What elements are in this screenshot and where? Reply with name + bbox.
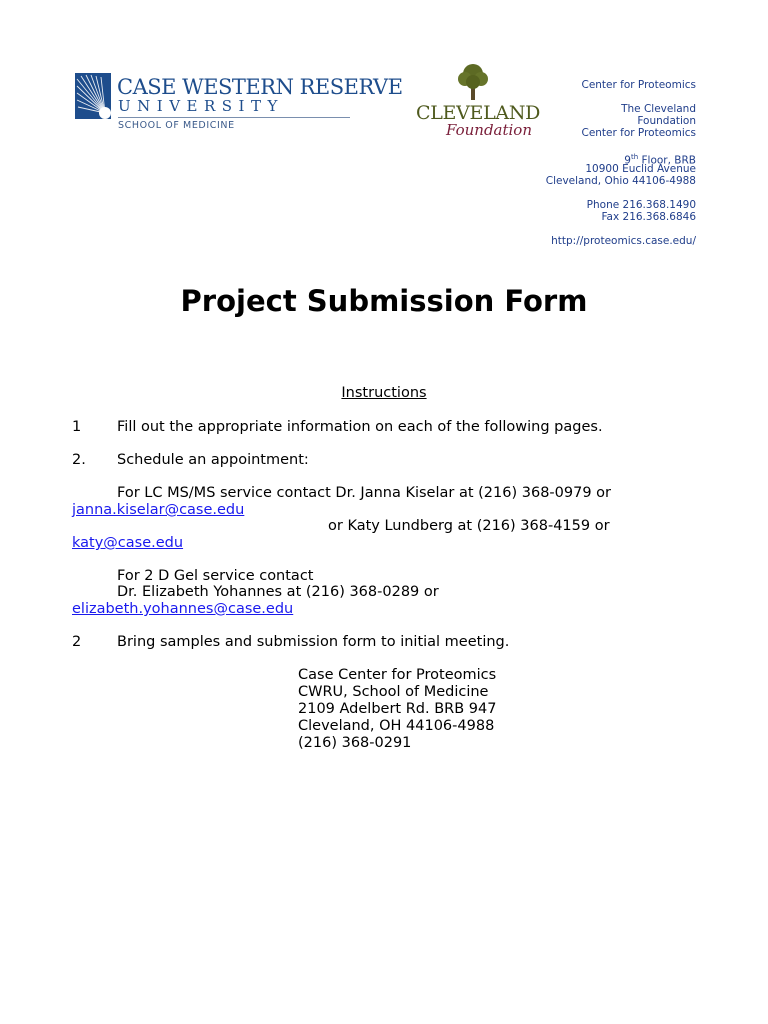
contact-name: Case Center for Proteomics xyxy=(298,667,497,683)
tree-icon xyxy=(456,62,490,102)
step-3-number: 2 xyxy=(72,634,82,650)
lcms-contact-text: For LC MS/MS service contact Dr. Janna Kiselar at (216) 368-0979 or xyxy=(117,485,611,501)
katy-contact-text: or Katy Lundberg at (216) 368-4159 or xyxy=(328,518,610,534)
address-city: Cleveland, Ohio 44106-4988 xyxy=(545,175,696,187)
address-fax: Fax 216.368.6846 xyxy=(601,211,696,223)
step-1-text: Fill out the appropriate information on each of the following pages. xyxy=(117,419,603,435)
contact-city: Cleveland, OH 44106-4988 xyxy=(298,718,495,734)
instructions-heading: Instructions xyxy=(341,385,427,401)
cleveland-foundation-logo xyxy=(412,62,541,144)
address-foundation-2: Foundation xyxy=(637,115,696,127)
address-floor: 9th Floor, BRB xyxy=(624,153,696,167)
gel-contact-text: For 2 D Gel service contact xyxy=(117,568,314,584)
cwru-name: CASE WESTERN RESERVE xyxy=(117,75,403,99)
address-street: 10900 Euclid Avenue xyxy=(585,163,696,175)
address-center-2: Center for Proteomics xyxy=(581,127,696,139)
step-2-text: Schedule an appointment: xyxy=(117,452,309,468)
cwru-divider xyxy=(118,117,350,118)
address-foundation-1: The Cleveland xyxy=(621,103,696,115)
step-1-number: 1 xyxy=(72,419,82,435)
foundation-name: Foundation xyxy=(446,121,533,139)
website-link[interactable]: http://proteomics.case.edu/ xyxy=(551,235,696,247)
step-2-number: 2. xyxy=(72,452,86,468)
contact-phone: (216) 368-0291 xyxy=(298,735,412,751)
step-3-text: Bring samples and submission form to initial meeting. xyxy=(117,634,510,650)
address-center: Center for Proteomics xyxy=(581,79,696,91)
page-title: Project Submission Form xyxy=(180,284,588,318)
cwru-seal-icon xyxy=(75,73,111,119)
gel-contact-name: Dr. Elizabeth Yohannes at (216) 368-0289 or xyxy=(117,584,439,600)
cwru-university: UNIVERSITY xyxy=(118,97,284,115)
cleveland-name: CLEVELAND xyxy=(416,102,541,124)
address-phone: Phone 216.368.1490 xyxy=(586,199,696,211)
cwru-logo xyxy=(75,71,403,133)
cwru-school: SCHOOL OF MEDICINE xyxy=(118,120,235,131)
elizabeth-email-link[interactable]: elizabeth.yohannes@case.edu xyxy=(72,601,294,617)
contact-street: 2109 Adelbert Rd. BRB 947 xyxy=(298,701,497,717)
janna-email-link[interactable]: janna.kiselar@case.edu xyxy=(72,502,245,518)
katy-email-link[interactable]: katy@case.edu xyxy=(72,535,184,551)
contact-org: CWRU, School of Medicine xyxy=(298,684,489,700)
